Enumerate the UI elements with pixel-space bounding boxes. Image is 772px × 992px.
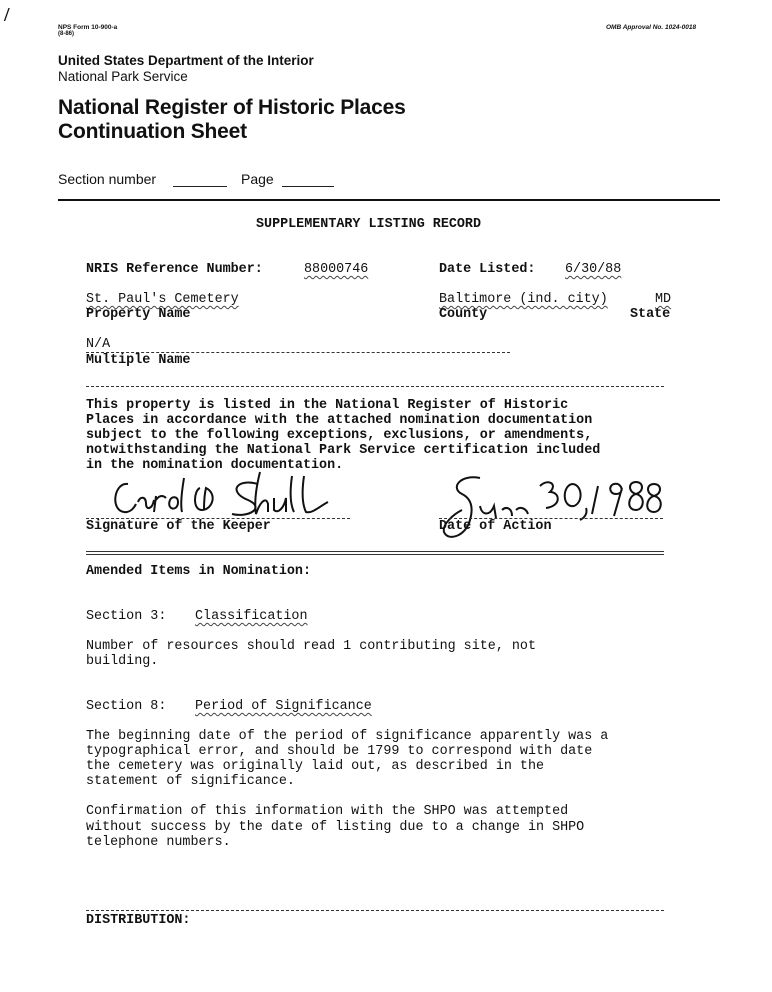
nris-value: 88000746 [304,262,369,277]
page-title: National Register of Historic Places [58,96,406,119]
confirmation-line: telephone numbers. [86,835,231,850]
property-name-value: St. Paul's Cemetery [86,292,239,307]
nris-label: NRIS Reference Number: [86,262,263,277]
action-date-label: Date of Action [439,519,552,534]
amended-divider [86,551,664,555]
keeper-signature [108,470,358,524]
county-value: Baltimore (ind. city) [439,292,608,307]
section-number-blank [173,186,227,187]
distribution-label: DISTRIBUTION: [86,913,191,928]
section8-line: The beginning date of the period of significance apparently was a [86,729,609,744]
statement-line: in the nomination documentation. [86,458,344,473]
multiple-name-label: Multiple Name [86,353,191,368]
amended-heading: Amended Items in Nomination: [86,564,311,579]
keeper-label: Signature of the Keeper [86,519,271,534]
action-date-signature [440,470,670,550]
record-divider [86,386,664,387]
header-divider [58,199,720,201]
confirmation-line: Confirmation of this information with the SHPO was attempted [86,804,569,819]
property-name-label: Property Name [86,307,191,322]
county-label: County [439,307,488,322]
statement-line: subject to the following exceptions, exclusions, or amendments, [86,428,593,443]
multiple-name-value: N/A [86,337,111,352]
section3-title: Classification [195,609,308,624]
date-listed-value: 6/30/88 [565,262,622,277]
corner-mark: / [4,4,10,26]
service: National Park Service [58,69,188,84]
section3-line: building. [86,654,159,669]
section-number-label: Section number [58,171,157,187]
department: United States Department of the Interior [58,53,314,68]
page-subtitle: Continuation Sheet [58,120,247,143]
page-blank [282,186,334,187]
state-value: MD [655,292,672,307]
page-label: Page [241,171,274,187]
section3-label: Section 3: [86,609,167,624]
section8-label: Section 8: [86,699,167,714]
record-heading: SUPPLEMENTARY LISTING RECORD [256,217,481,232]
state-label: State [630,307,671,322]
section8-line: statement of significance. [86,774,295,789]
form-revision: (8-86) [58,31,75,37]
statement-line: notwithstanding the National Park Service certification included [86,443,601,458]
section3-line: Number of resources should read 1 contributing site, not [86,639,536,654]
form-number: NPS Form 10-900-a [58,24,118,31]
section8-line: typographical error, and should be 1799 to correspond with date [86,744,593,759]
date-listed-label: Date Listed: [439,262,536,277]
distribution-divider [86,910,664,911]
statement-line: This property is listed in the National Register of Historic [86,398,569,413]
confirmation-line: without success by the date of listing due to a change in SHPO [86,820,585,835]
section8-title: Period of Significance [195,699,372,714]
statement-line: Places in accordance with the attached nomination documentation [86,413,593,428]
omb-approval: OMB Approval No. 1024-0018 [606,24,697,31]
section8-line: the cemetery was originally laid out, as described in the [86,759,545,774]
